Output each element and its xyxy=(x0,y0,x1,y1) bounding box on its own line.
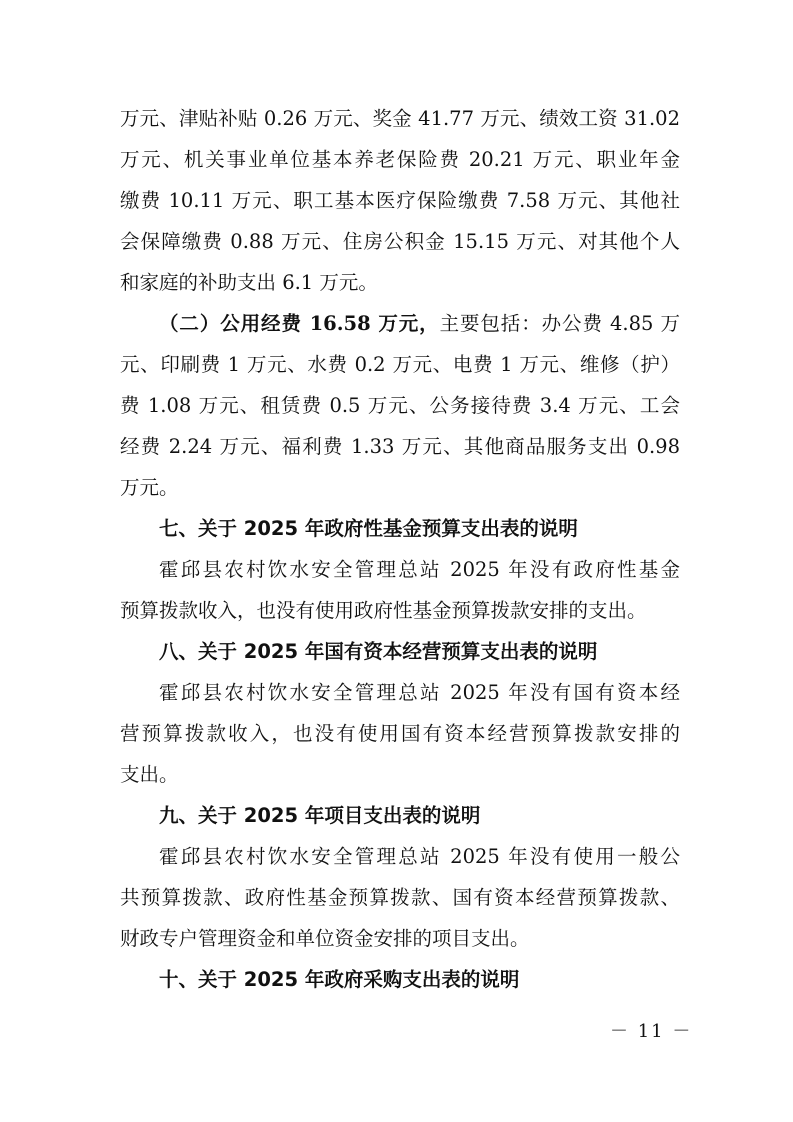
section-7 xyxy=(120,508,680,631)
section-heading: 七、关于 2025 年政府性基金预算支出表的说明 xyxy=(159,517,578,540)
section-8 xyxy=(120,631,680,795)
public-funds-first-rest: 主要包括：办公费 4.85 万 xyxy=(439,312,680,335)
text-line: 万元、机关事业单位基本养老保险费 20.21 万元、职业年金 xyxy=(120,148,680,171)
section-heading: 八、关于 2025 年国有资本经营预算支出表的说明 xyxy=(159,640,598,663)
text-line: 预算拨款收入，也没有使用政府性基金预算拨款安排的支出。 xyxy=(120,599,647,622)
public-funds-paragraph xyxy=(120,303,680,508)
section-9 xyxy=(120,795,680,959)
text-line: 共预算拨款、政府性基金预算拨款、国有资本经营预算拨款、 xyxy=(120,886,680,909)
text-line: 经费 2.24 万元、福利费 1.33 万元、其他商品服务支出 0.98 xyxy=(120,435,680,458)
document-page xyxy=(120,98,680,1000)
text-line xyxy=(120,303,680,344)
text-line: 元、印刷费 1 万元、水费 0.2 万元、电费 1 万元、维修（护） xyxy=(120,353,680,376)
text-line: 霍邱县农村饮水安全管理总站 2025 年没有使用一般公 xyxy=(159,845,680,868)
text-line: 费 1.08 万元、租赁费 0.5 万元、公务接待费 3.4 万元、工会 xyxy=(120,394,680,417)
section-10 xyxy=(120,959,680,1000)
section-heading: 九、关于 2025 年项目支出表的说明 xyxy=(159,804,481,827)
text-line: 霍邱县农村饮水安全管理总站 2025 年没有国有资本经 xyxy=(159,681,680,704)
text-line: 和家庭的补助支出 6.1 万元。 xyxy=(120,271,378,294)
text-line: 缴费 10.11 万元、职工基本医疗保险缴费 7.58 万元、其他社 xyxy=(120,189,680,212)
personnel-expense-paragraph xyxy=(120,98,680,303)
text-line: 万元、津贴补贴 0.26 万元、奖金 41.77 万元、绩效工资 31.02 xyxy=(120,107,680,130)
page-number: － 11 － xyxy=(610,1021,693,1042)
section-heading: 十、关于 2025 年政府采购支出表的说明 xyxy=(159,968,520,991)
text-line: 营预算拨款收入，也没有使用国有资本经营预算拨款安排的 xyxy=(120,722,680,745)
text-line: 支出。 xyxy=(120,763,179,786)
text-line: 万元。 xyxy=(120,476,179,499)
public-funds-lead: （二）公用经费 16.58 万元， xyxy=(159,312,440,335)
text-line: 会保障缴费 0.88 万元、住房公积金 15.15 万元、对其他个人 xyxy=(120,230,680,253)
text-line: 财政专户管理资金和单位资金安排的项目支出。 xyxy=(120,927,530,950)
text-line: 霍邱县农村饮水安全管理总站 2025 年没有政府性基金 xyxy=(159,558,680,581)
